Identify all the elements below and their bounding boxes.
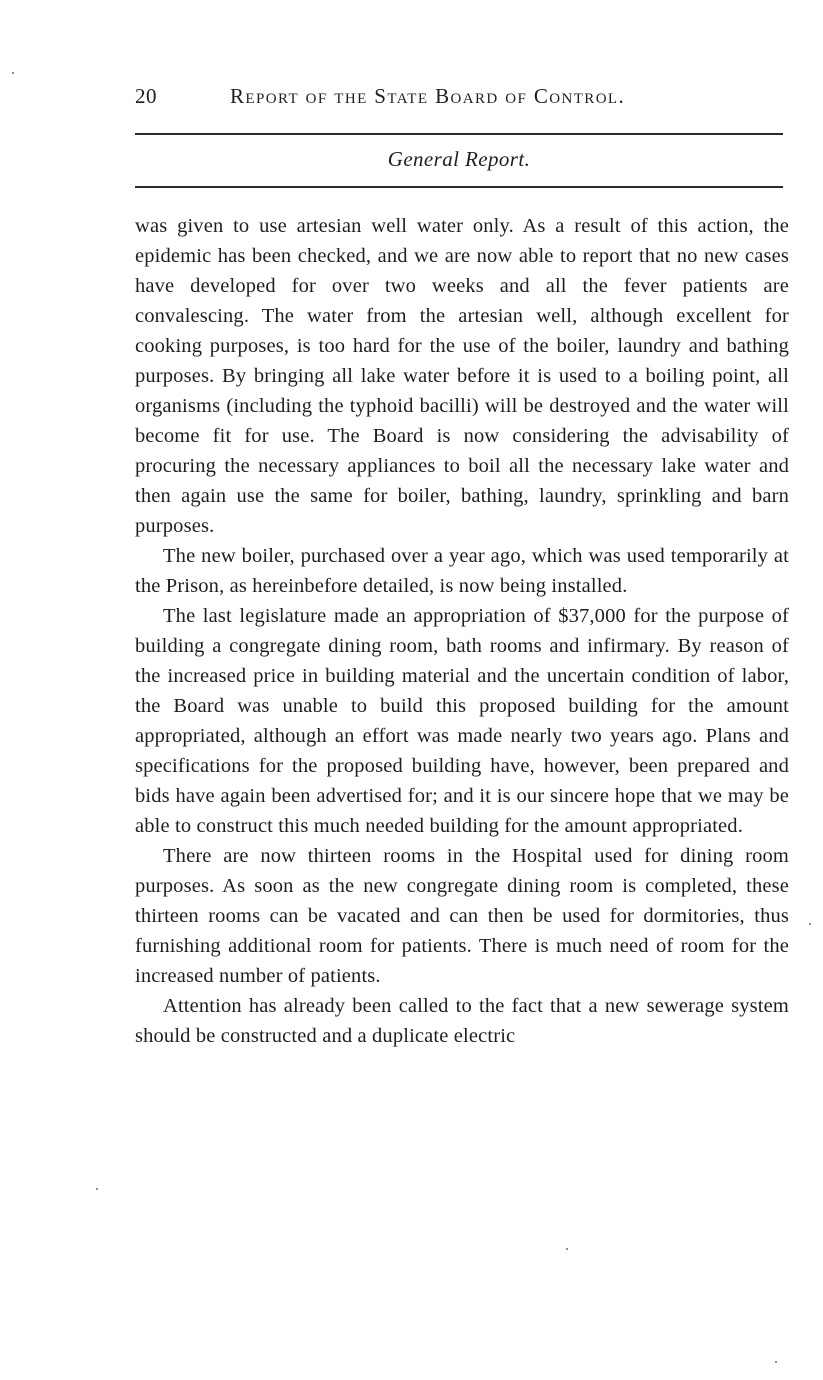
paper-speck: [809, 923, 811, 925]
section-title: General Report.: [387, 147, 531, 171]
paper-speck: [12, 72, 14, 74]
paper-speck: [566, 1248, 568, 1250]
paragraph-sewerage: Attention has already been called to the fact that a new sewerage system should be constructed and a duplicate electric: [135, 995, 789, 1047]
paragraph-dining-rooms: There are now thirteen rooms in the Hospital used for dining room purposes. As soon as the new congregate dining room is completed, these thirteen rooms can be vacated and can then be used for dormitories, thus furnishing additional room for patients. There is much need of room for the increased number of patients.: [135, 845, 789, 987]
running-head: Report of the State Board of Control.: [230, 84, 626, 108]
header-rule-bottom: [135, 186, 783, 188]
header-rule-top: [135, 133, 783, 135]
page-number: 20: [135, 84, 157, 108]
paragraph-appropriation: The last legislature made an appropriation of $37,000 for the purpose of building a congregate dining room, bath rooms and infirmary. By reason of the increased price in building material and the uncertain condition of labor, the Board was unable to build this proposed building for the amount appropriated, although an effort was made nearly two years ago. Plans and specifications for the proposed building have, however, been prepared and bids have again been advertised for; and it is our sincere hope that we may be able to construct this much needed building for the amount appropriated.: [135, 605, 789, 837]
paragraph-new-boiler: The new boiler, purchased over a year ago, which was used temporarily at the Prison, as hereinbefore detailed, is now being installed.: [135, 545, 789, 597]
paper-speck: [96, 1188, 98, 1190]
paper-speck: [775, 1361, 777, 1363]
body-text: [135, 211, 789, 1051]
paragraph-continued: was given to use artesian well water only. As a result of this action, the epidemic has been checked, and we are now able to report that no new cases have developed for over two weeks and all the fever patients are convalescing. The water from the artesian well, although excellent for cooking purposes, is too hard for the use of the boiler, laundry and bathing purposes. By bringing all lake water before it is used to a boiling point, all organisms (including the typhoid bacilli) will be destroyed and the water will become fit for use. The Board is now considering the advisability of procuring the necessary appliances to boil all the necessary lake water and then again use the same for boiler, bathing, laundry, sprinkling and barn purposes.: [135, 215, 789, 537]
